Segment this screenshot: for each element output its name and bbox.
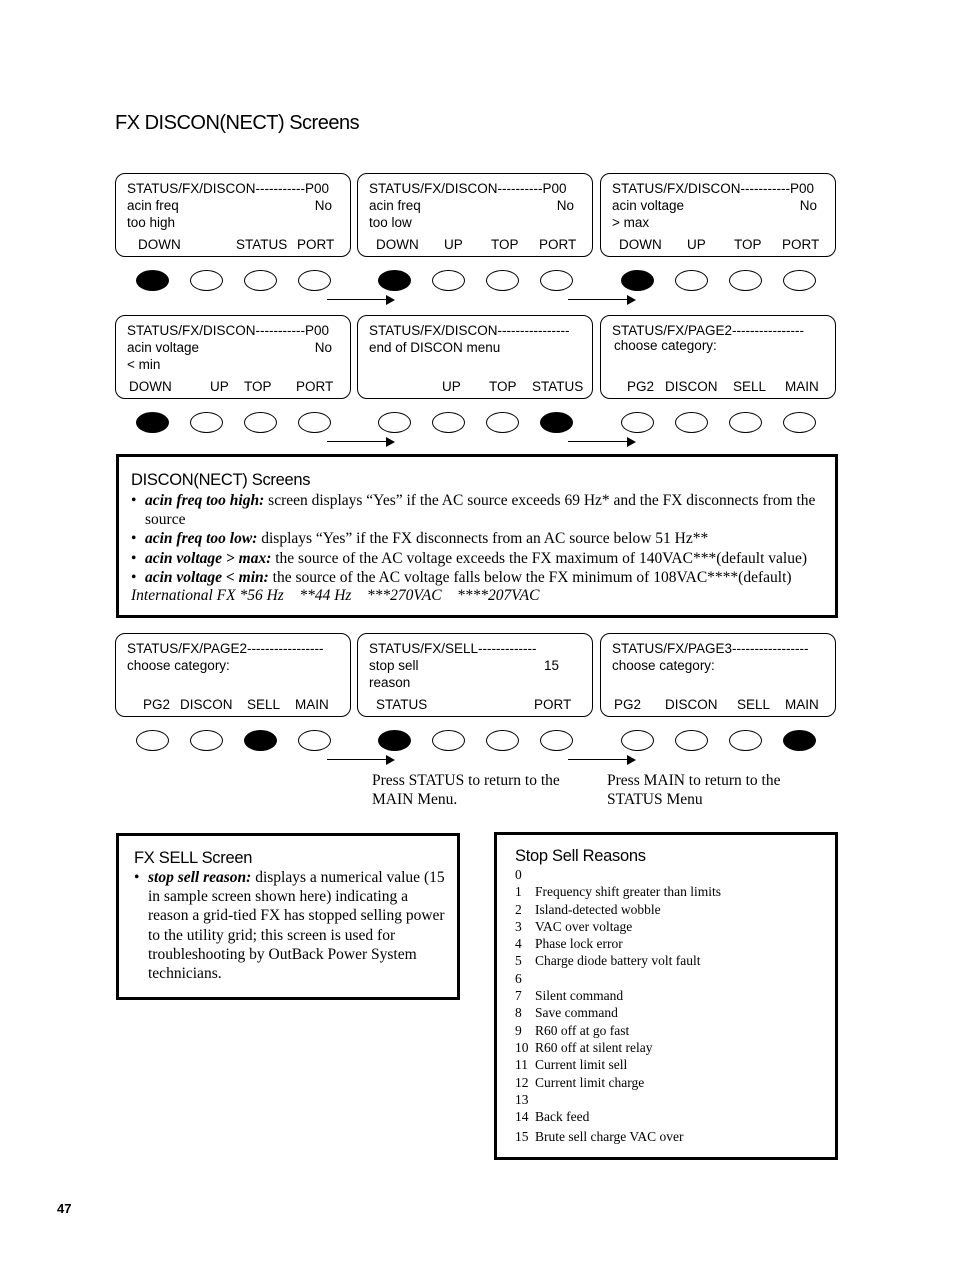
- stop-sell-value: 15: [543, 658, 559, 673]
- soft-key-button-1[interactable]: [378, 730, 411, 751]
- reason-text: VAC over voltage: [535, 918, 633, 934]
- soft-key-label: UP: [210, 379, 229, 394]
- reason-number: 14: [515, 1109, 529, 1125]
- reason-text: Back feed: [535, 1109, 590, 1125]
- soft-key-button-2[interactable]: [190, 730, 223, 751]
- reason-number: 4: [515, 936, 522, 952]
- screen-value: No: [314, 340, 332, 355]
- reason-number: 6: [515, 970, 522, 986]
- soft-key-button-4[interactable]: [783, 730, 816, 751]
- soft-key-button-2[interactable]: [190, 270, 223, 291]
- soft-key-button-3[interactable]: [486, 412, 519, 433]
- list-item: [515, 971, 823, 988]
- lcd-screen-stop-sell: [357, 633, 593, 717]
- lcd-screen-page2-choose: [600, 315, 836, 399]
- reason-number: 5: [515, 953, 522, 969]
- soft-key-button-4[interactable]: [298, 412, 331, 433]
- screen-label-2: too high: [127, 215, 176, 230]
- list-item: [515, 1109, 823, 1126]
- soft-key-label: DOWN: [619, 237, 662, 252]
- list-item: [515, 936, 823, 953]
- list-item: [515, 884, 823, 901]
- soft-key-button-4[interactable]: [298, 270, 331, 291]
- reason-number: 9: [515, 1022, 522, 1038]
- list-item: [131, 491, 823, 529]
- screen-value: No: [556, 198, 574, 213]
- soft-key-label: MAIN: [785, 379, 819, 394]
- discon-screens-box: [116, 454, 838, 618]
- screen-label-2: < min: [127, 357, 161, 372]
- soft-key-button-2[interactable]: [675, 412, 708, 433]
- soft-key-button-1[interactable]: [621, 412, 654, 433]
- reason-number: 7: [515, 988, 522, 1004]
- soft-key-label: STATUS: [532, 379, 584, 394]
- soft-key-label: DOWN: [138, 237, 181, 252]
- soft-key-label: MAIN: [785, 697, 819, 712]
- reason-text: Current limit charge: [535, 1074, 645, 1090]
- screen-header: STATUS/FX/DISCON-----------P00: [612, 181, 814, 196]
- screen-header: STATUS/FX/PAGE3-----------------: [612, 641, 809, 656]
- soft-key-labels: [601, 696, 835, 713]
- list-item: [131, 529, 823, 548]
- soft-key-button-1[interactable]: [136, 270, 169, 291]
- soft-key-labels: [358, 236, 592, 253]
- page-number: 47: [57, 1201, 72, 1216]
- item-text: the source of the AC voltage exceeds the FX maximum of 140VAC***(default value): [271, 549, 807, 567]
- reason-number: 15: [515, 1129, 529, 1145]
- soft-key-button-2[interactable]: [432, 270, 465, 291]
- soft-key-button-2[interactable]: [190, 412, 223, 433]
- list-item: [515, 867, 823, 884]
- reason-number: 8: [515, 1005, 522, 1021]
- reason-number: 13: [515, 1091, 529, 1107]
- soft-key-label: MAIN: [295, 697, 329, 712]
- reason-text: R60 off at go fast: [535, 1022, 630, 1038]
- soft-key-button-4[interactable]: [540, 270, 573, 291]
- discon-list: [131, 491, 823, 587]
- list-item: [515, 919, 823, 936]
- screen-header: STATUS/FX/PAGE2----------------: [612, 323, 804, 338]
- screen-header: STATUS/FX/DISCON----------------: [369, 323, 570, 338]
- discon-box-title: DISCON(NECT) Screens: [131, 471, 311, 489]
- reason-text: Frequency shift greater than limits: [535, 884, 721, 900]
- soft-key-labels: [358, 378, 592, 395]
- flow-arrow: [568, 437, 636, 447]
- reason-text: Charge diode battery volt fault: [535, 953, 701, 969]
- soft-key-button-2[interactable]: [675, 730, 708, 751]
- reason-text: Current limit sell: [535, 1057, 628, 1073]
- list-item: [515, 953, 823, 970]
- reason-text: R60 off at silent relay: [535, 1039, 653, 1055]
- reason-number: 0: [515, 867, 522, 882]
- soft-key-button-4[interactable]: [783, 270, 816, 291]
- sell-box-title: FX SELL Screen: [134, 849, 253, 867]
- soft-key-button-4[interactable]: [298, 730, 331, 751]
- screen-label: acin freq: [127, 198, 179, 213]
- lcd-screen-end-of-discon: [357, 315, 593, 399]
- soft-key-label: UP: [442, 379, 461, 394]
- reasons-box-title: Stop Sell Reasons: [515, 847, 646, 865]
- soft-key-labels: [116, 696, 350, 713]
- screen-label: choose category:: [127, 658, 230, 673]
- soft-key-button-1[interactable]: [621, 270, 654, 291]
- list-item: [515, 1075, 823, 1092]
- soft-key-label: TOP: [489, 379, 517, 394]
- soft-key-button-3[interactable]: [244, 270, 277, 291]
- discon-footnote: International FX *56 Hz **44 Hz ***270VAC ****207VAC: [131, 587, 540, 605]
- item-term: acin voltage > max:: [145, 549, 272, 567]
- screen-header: STATUS/FX/DISCON----------P00: [369, 181, 567, 196]
- lcd-screen-acin-voltage-min: [115, 315, 351, 399]
- lcd-screen-acin-freq-too-low: [357, 173, 593, 257]
- reason-text: Brute sell charge VAC over: [535, 1129, 684, 1145]
- reason-text: Island-detected wobble: [535, 901, 661, 917]
- note-main-return: Press MAIN to return to the STATUS Menu: [607, 772, 781, 808]
- flow-arrow: [568, 295, 636, 305]
- list-item: [515, 1005, 823, 1022]
- soft-key-label: PG2: [627, 379, 655, 394]
- item-term: acin voltage < min:: [145, 568, 269, 586]
- lcd-screen-page3-choose: [600, 633, 836, 717]
- soft-key-button-2[interactable]: [675, 270, 708, 291]
- soft-key-label: PORT: [296, 379, 334, 394]
- item-term: stop sell reason:: [148, 869, 252, 886]
- soft-key-button-4[interactable]: [783, 412, 816, 433]
- soft-key-label: PG2: [614, 697, 642, 712]
- flow-arrow: [327, 755, 395, 765]
- page-title: FX DISCON(NECT) Screens: [115, 112, 360, 134]
- list-item: [515, 1092, 823, 1109]
- soft-key-label: SELL: [247, 697, 281, 712]
- screen-label: choose category:: [614, 338, 717, 353]
- soft-key-button-4[interactable]: [540, 730, 573, 751]
- soft-key-label: STATUS: [236, 237, 288, 252]
- soft-key-button-1[interactable]: [136, 412, 169, 433]
- list-item: [515, 1057, 823, 1074]
- soft-key-button-1[interactable]: [378, 270, 411, 291]
- soft-key-button-3[interactable]: [244, 730, 277, 751]
- lcd-screen-page2-choose: [115, 633, 351, 717]
- soft-key-button-4[interactable]: [540, 412, 573, 433]
- screen-header: STATUS/FX/PAGE2-----------------: [127, 641, 324, 656]
- soft-key-label: STATUS: [376, 697, 428, 712]
- soft-key-label: UP: [444, 237, 463, 252]
- soft-key-label: DISCON: [665, 379, 718, 394]
- stop-sell-reasons-box: [494, 832, 838, 1160]
- reasons-list: [515, 867, 823, 1147]
- screen-header: STATUS/FX/DISCON-----------P00: [127, 181, 329, 196]
- sell-list: [134, 868, 445, 983]
- soft-key-labels: [116, 378, 350, 395]
- reason-number: 10: [515, 1039, 529, 1055]
- soft-key-label: PG2: [143, 697, 171, 712]
- screen-value: No: [799, 198, 817, 213]
- soft-key-label: PORT: [297, 237, 335, 252]
- soft-key-label: TOP: [734, 237, 762, 252]
- item-text: displays “Yes” if the FX disconnects from an AC source below 51 Hz**: [257, 530, 709, 548]
- soft-key-label: DISCON: [665, 697, 718, 712]
- soft-key-label: PORT: [782, 237, 820, 252]
- list-item: [134, 868, 445, 983]
- soft-key-label: TOP: [244, 379, 272, 394]
- soft-key-label: TOP: [491, 237, 519, 252]
- soft-key-button-1[interactable]: [621, 730, 654, 751]
- list-item: [131, 568, 823, 587]
- list-item: [515, 988, 823, 1005]
- screen-label-2: > max: [612, 215, 650, 230]
- reason-text: Save command: [535, 1005, 618, 1021]
- soft-key-button-3[interactable]: [729, 730, 762, 751]
- screen-label: acin freq: [369, 198, 421, 213]
- soft-key-labels: [358, 696, 592, 713]
- item-text: the source of the AC voltage falls below the FX minimum of 108VAC****(default): [268, 568, 792, 586]
- list-item: [131, 549, 823, 568]
- screen-value: No: [314, 198, 332, 213]
- soft-key-button-1[interactable]: [378, 412, 411, 433]
- soft-key-button-2[interactable]: [432, 412, 465, 433]
- screen-label: choose category:: [612, 658, 715, 673]
- soft-key-labels: [601, 236, 835, 253]
- soft-key-button-3[interactable]: [729, 412, 762, 433]
- lcd-screen-acin-voltage-max: [600, 173, 836, 257]
- note-status-return: Press STATUS to return to the MAIN Menu.: [372, 772, 560, 808]
- soft-key-labels: [601, 378, 835, 395]
- flow-arrow: [327, 295, 395, 305]
- screen-label-2: reason: [369, 675, 411, 690]
- reason-number: 3: [515, 918, 522, 934]
- reason-text: Silent command: [535, 988, 624, 1004]
- soft-key-button-3[interactable]: [244, 412, 277, 433]
- item-term: acin freq too high:: [145, 492, 265, 509]
- screen-label: acin voltage: [127, 340, 200, 355]
- flow-arrow: [327, 437, 395, 447]
- soft-key-button-3[interactable]: [486, 730, 519, 751]
- item-text: displays a numerical value (15 in sample screen shown here) indicating a reason a grid-tied FX has stopped selling power to the utility grid; this screen is used for troubleshooting by OutBack Power System technicians.: [148, 869, 445, 983]
- lcd-screen-acin-freq-too-high: [115, 173, 351, 257]
- soft-key-label: UP: [687, 237, 706, 252]
- fx-sell-screen-box: [116, 833, 460, 1000]
- soft-key-button-1[interactable]: [136, 730, 169, 751]
- item-text: screen displays “Yes” if the AC source exceeds 69 Hz* and the FX disconnects from the source: [145, 492, 816, 529]
- soft-key-label: PORT: [539, 237, 577, 252]
- list-item: [515, 902, 823, 919]
- soft-key-labels: [116, 236, 350, 253]
- reason-number: 2: [515, 901, 522, 917]
- reason-number: 1: [515, 884, 522, 900]
- reason-number: 11: [515, 1057, 528, 1073]
- list-item: [515, 1040, 823, 1057]
- soft-key-button-3[interactable]: [486, 270, 519, 291]
- screen-header: STATUS/FX/DISCON-----------P00: [127, 323, 329, 338]
- screen-label: stop sell: [369, 658, 419, 673]
- screen-label: acin voltage: [612, 198, 685, 213]
- list-item: [515, 1129, 823, 1146]
- soft-key-label: DOWN: [376, 237, 419, 252]
- soft-key-button-2[interactable]: [432, 730, 465, 751]
- flow-arrow: [568, 755, 636, 765]
- item-term: acin freq too low:: [145, 530, 258, 548]
- soft-key-label: SELL: [737, 697, 771, 712]
- soft-key-label: PORT: [534, 697, 572, 712]
- reason-number: 12: [515, 1074, 529, 1090]
- screen-label-2: too low: [369, 215, 412, 230]
- screen-header: STATUS/FX/SELL-------------: [369, 641, 537, 656]
- reason-text: Phase lock error: [535, 936, 623, 952]
- soft-key-label: DISCON: [180, 697, 233, 712]
- screen-label: end of DISCON menu: [369, 340, 501, 355]
- soft-key-label: SELL: [733, 379, 767, 394]
- list-item: [515, 1023, 823, 1040]
- soft-key-label: DOWN: [129, 379, 172, 394]
- soft-key-button-3[interactable]: [729, 270, 762, 291]
